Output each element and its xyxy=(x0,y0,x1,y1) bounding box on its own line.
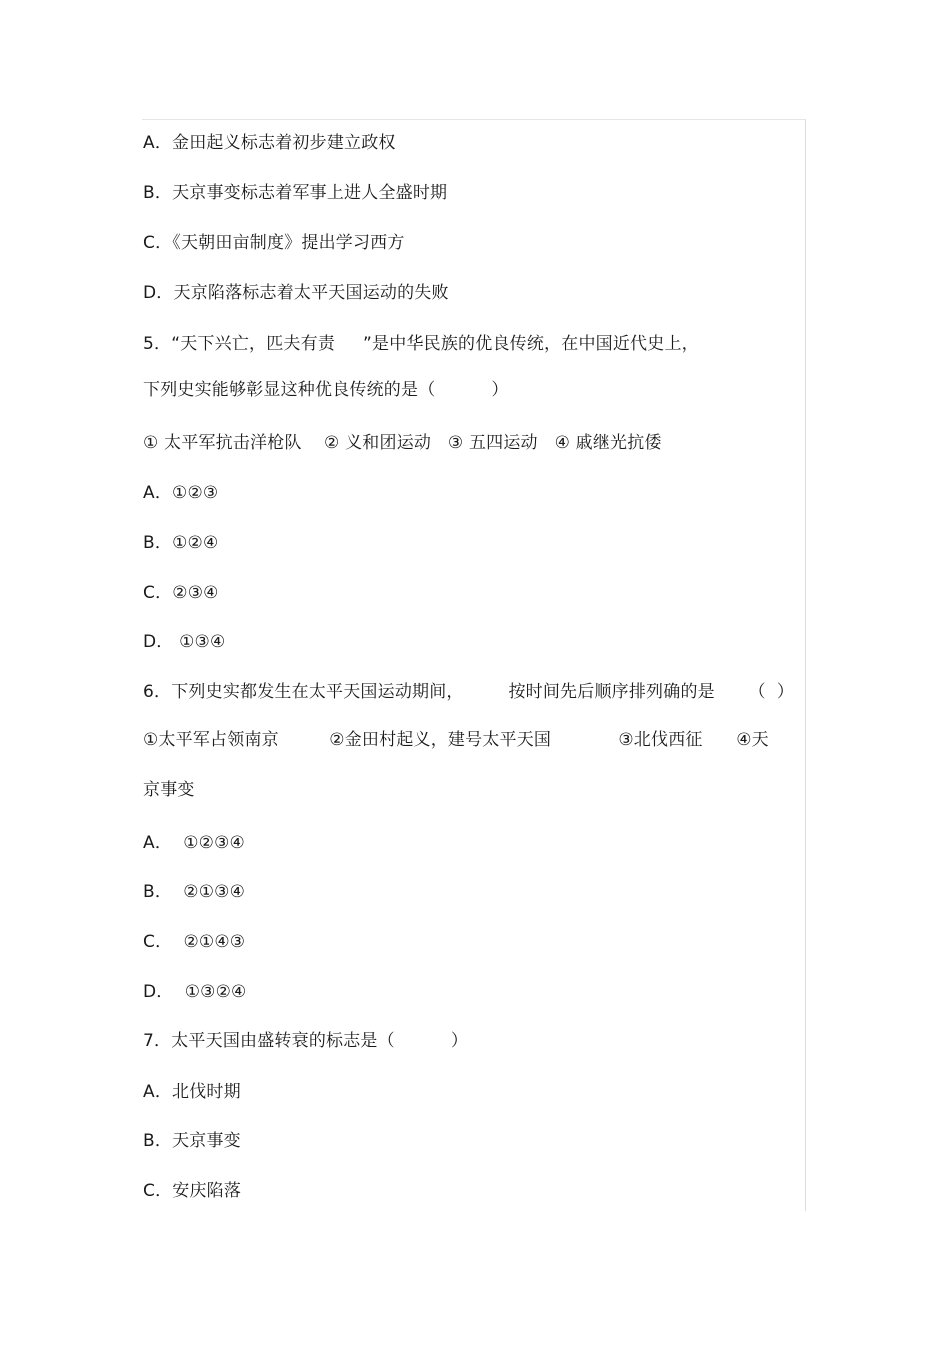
q4-option-c: C．《天朝田亩制度》提出学习西方 xyxy=(143,233,405,253)
q4-option-a: A．金田起义标志着初步建立政权 xyxy=(143,133,396,153)
q6-option-a: A． ①②③④ xyxy=(143,833,245,853)
q7-option-b: B．天京事变 xyxy=(143,1131,241,1151)
q6-items-line-2: 京事变 xyxy=(143,780,195,800)
q5-items: ① 太平军抗击洋枪队 ② 义和团运动 ③ 五四运动 ④ 戚继光抗倭 xyxy=(143,433,662,453)
q6-items-line-1: ①太平军占领南京 ②金田村起义，建号太平天国 ③北伐西征 ④天 xyxy=(143,730,769,750)
q7-option-c: C．安庆陷落 xyxy=(143,1181,242,1201)
q6-option-c: C． ②①④③ xyxy=(143,932,246,952)
q5-stem-line-1: 5．“天下兴亡，匹夫有责 ”是中华民族的优良传统，在中国近代史上， xyxy=(143,334,699,354)
q6-option-d: D． ①③②④ xyxy=(143,982,247,1002)
q6-option-b: B． ②①③④ xyxy=(143,882,246,902)
q7-option-a: A．北伐时期 xyxy=(143,1082,241,1102)
q5-option-a: A．①②③ xyxy=(143,483,219,503)
q7-stem: 7．太平天国由盛转衰的标志是（ ） xyxy=(143,1031,469,1051)
q5-option-b: B．①②④ xyxy=(143,533,219,553)
q5-option-c: C．②③④ xyxy=(143,583,219,603)
q4-option-b: B．天京事变标志着军事上进人全盛时期 xyxy=(143,183,448,203)
q6-stem: 6．下列史实都发生在太平天国运动期间， 按时间先后顺序排列确的是 （ ） xyxy=(143,682,795,702)
q5-stem-line-2: 下列史实能够彰显这种优良传统的是（ ） xyxy=(143,380,509,400)
q4-option-d: D．天京陷落标志着太平天国运动的失败 xyxy=(143,283,449,303)
q5-option-d: D． ①③④ xyxy=(143,632,226,652)
